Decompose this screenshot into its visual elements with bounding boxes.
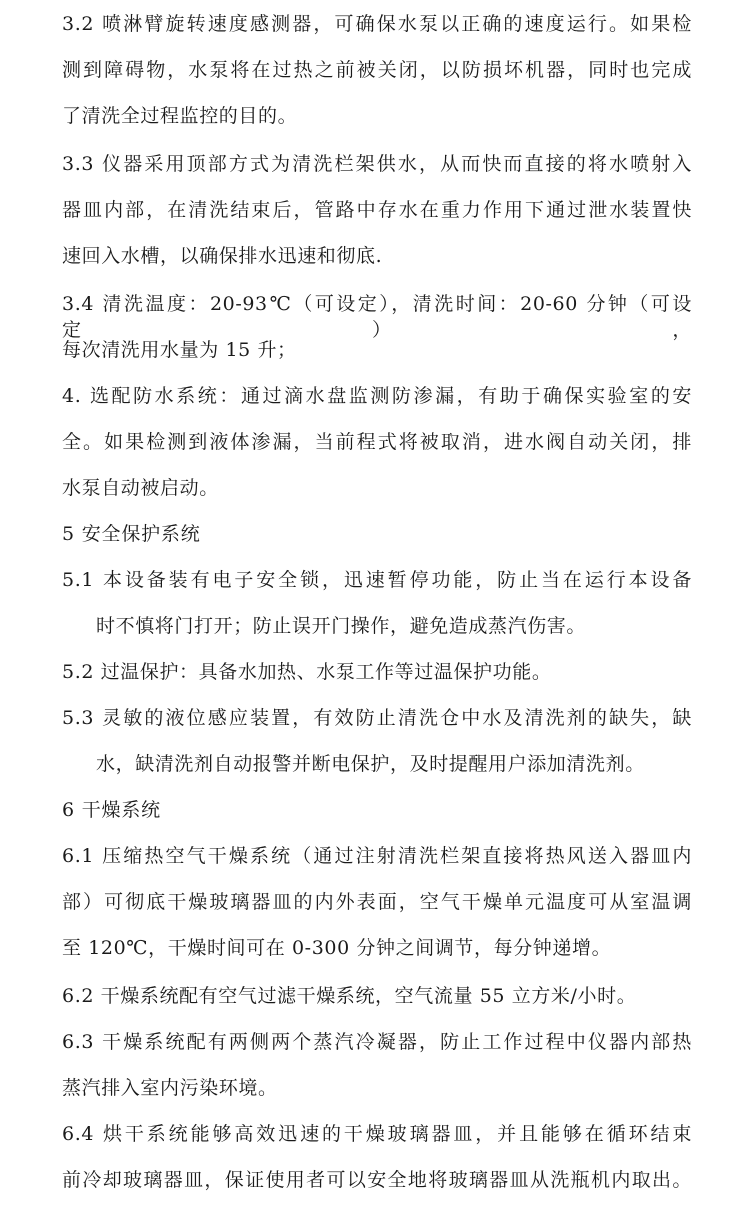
text-line: 5.2 过温保护：具备水加热、水泵工作等过温保护功能。 (62, 661, 552, 683)
text-line: 部）可彻底干燥玻璃器皿的内外表面，空气干燥单元温度可从室温调 (62, 891, 692, 913)
text-line: 水泵自动被启动。 (62, 477, 219, 499)
text-line: 蒸汽排入室内污染环境。 (62, 1077, 278, 1099)
text-line: 器皿内部，在清洗结束后，管路中存水在重力作用下通过泄水装置快 (62, 199, 692, 221)
text-line: 6.4 烘干系统能够高效迅速的干燥玻璃器皿，并且能够在循环结束 (62, 1123, 692, 1145)
text-line: 6.2 干燥系统配有空气过滤干燥系统，空气流量 55 立方米/小时。 (62, 985, 637, 1007)
text-line: 了清洗全过程监控的目的。 (62, 105, 298, 127)
text-line: 6.3 干燥系统配有两侧两个蒸汽冷凝器，防止工作过程中仪器内部热 (62, 1031, 692, 1053)
text-line: 至 120℃，干燥时间可在 0-300 分钟之间调节，每分钟递增。 (62, 937, 612, 959)
text-line: 每次清洗用水量为 15 升； (62, 339, 297, 361)
section-heading: 5 安全保护系统 (62, 523, 201, 545)
text-line: 速回入水槽，以确保排水迅速和彻底. (62, 245, 383, 267)
text-line: 5.3 灵敏的液位感应装置，有效防止清洗仓中水及清洗剂的缺失，缺 (62, 707, 692, 729)
text-line: 3.3 仪器采用顶部方式为清洗栏架供水，从而快而直接的将水喷射入 (62, 153, 692, 175)
text-line: 6.1 压缩热空气干燥系统（通过注射清洗栏架直接将热风送入器皿内 (62, 845, 692, 867)
section-heading: 6 干燥系统 (62, 799, 161, 821)
text-line: 5.1 本设备装有电子安全锁，迅速暂停功能，防止当在运行本设备 (62, 569, 692, 591)
text-line: 水，缺清洗剂自动报警并断电保护，及时提醒用户添加清洗剂。 (96, 753, 645, 775)
text-line: 3.4 清洗温度：20-93℃（可设定），清洗时间：20-60 分钟（可设定）， (62, 293, 692, 341)
text-line: 4. 选配防水系统：通过滴水盘监测防渗漏，有助于确保实验室的安 (62, 385, 692, 407)
text-line: 全。如果检测到液体渗漏，当前程式将被取消，进水阀自动关闭，排 (62, 431, 692, 453)
text-line: 时不慎将门打开；防止误开门操作，避免造成蒸汽伤害。 (96, 615, 587, 637)
text-line: 测到障碍物，水泵将在过热之前被关闭，以防损坏机器，同时也完成 (62, 59, 692, 81)
text-line: 前冷却玻璃器皿，保证使用者可以安全地将玻璃器皿从洗瓶机内取出。 (62, 1169, 692, 1191)
text-line: 3.2 喷淋臂旋转速度感测器，可确保水泵以正确的速度运行。如果检 (62, 13, 692, 35)
